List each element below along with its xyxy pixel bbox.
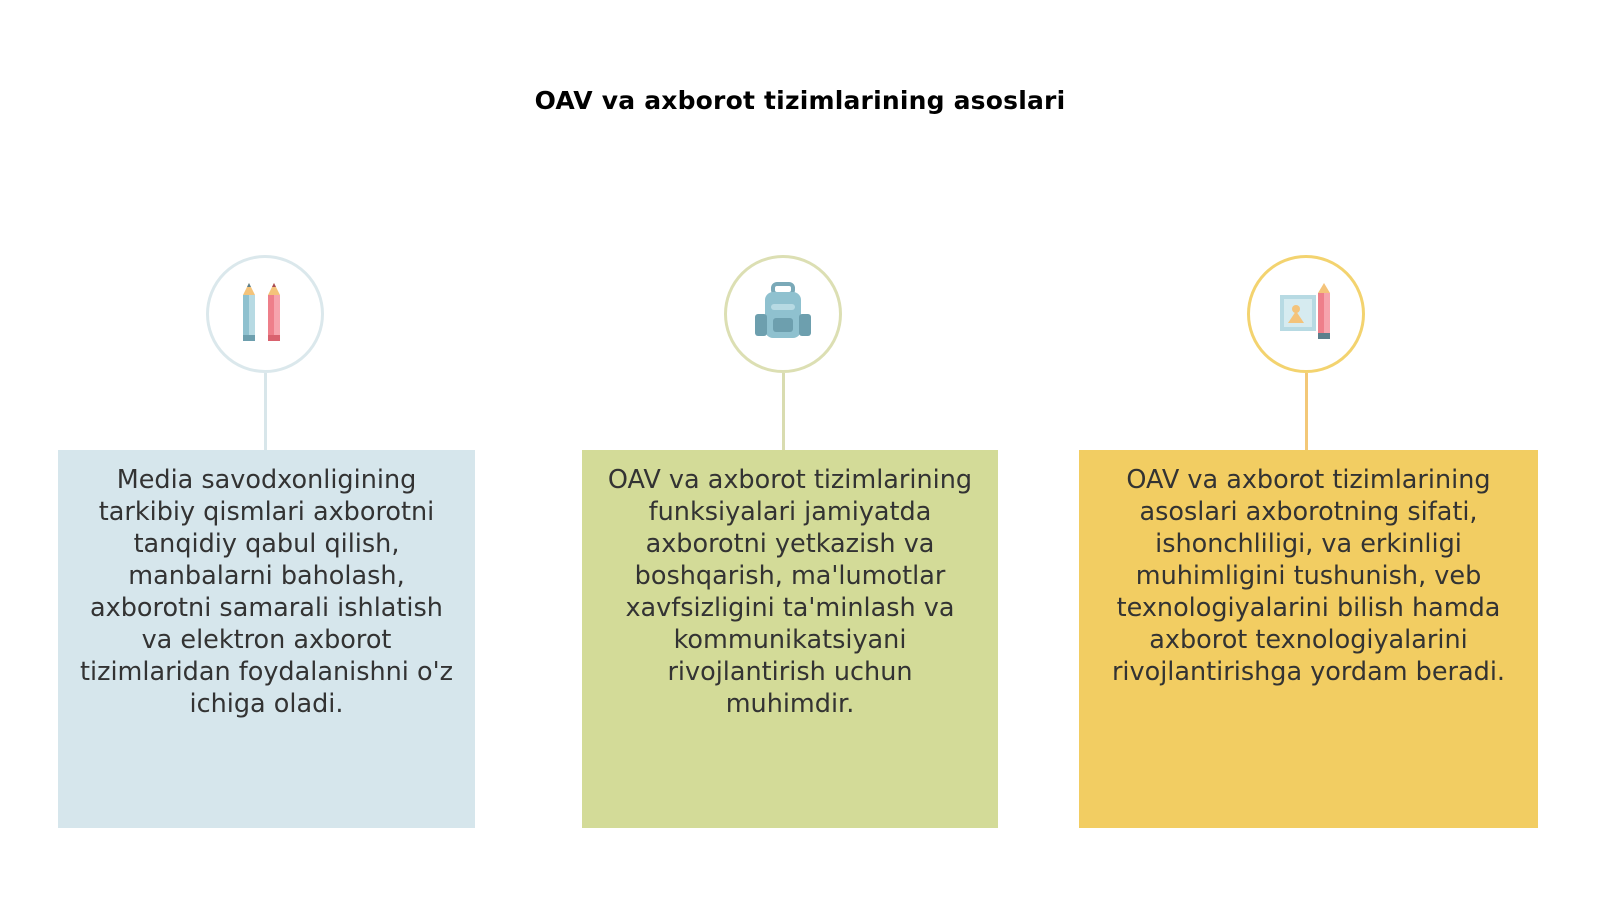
icon-circle-1 — [206, 255, 324, 373]
icon-circle-3 — [1247, 255, 1365, 373]
connector-2 — [782, 373, 785, 450]
card-3-text: OAV va axborot tizimlarining asoslari axborotning sifati, ishonchliligi, va erkinligi muhimligini tushunish, veb texnologiyalarini bilish hamda axborot texnologiyalarini rivojlantirishga yordam beradi. — [1111, 465, 1506, 687]
icon-circle-2 — [724, 255, 842, 373]
card-2 — [582, 450, 998, 828]
backpack-icon — [753, 282, 813, 346]
connector-3 — [1305, 373, 1308, 450]
card-1-text: Media savodxonligining tarkibiy qismlari axborotni tanqidiy qabul qilish, manbalarni baholash, axborotni samarali ishlatish va elektron axborot tizimlaridan foydalanishni o'z ichiga oladi. — [80, 465, 453, 719]
card-3 — [1079, 450, 1538, 828]
picture-pencil-icon — [1276, 283, 1336, 345]
slide-title: OAV va axborot tizimlarining asoslari — [534, 86, 1066, 115]
pencils-icon — [238, 281, 292, 347]
card-1 — [58, 450, 475, 828]
card-2-text: OAV va axborot tizimlarining funksiyalari jamiyatda axborotni yetkazish va boshqarish, ma'lumotlar xavfsizligini ta'minlash va kommunikatsiyani rivojlantirish uchun muhimdir. — [607, 465, 973, 719]
connector-1 — [264, 373, 267, 450]
